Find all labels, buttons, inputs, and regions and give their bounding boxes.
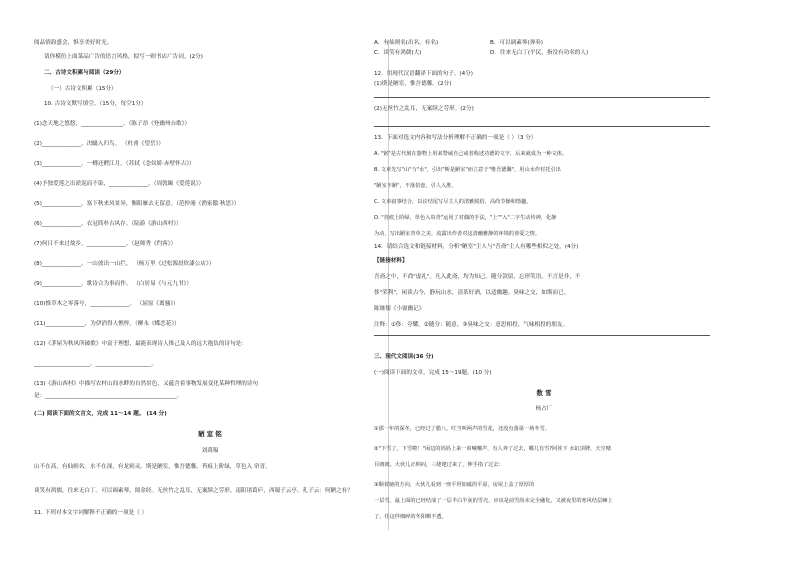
passage-paragraph: 谈笑有鸿儒，往来无白丁。可以调素琴，阅金经。无丝竹之乱耳，无案牍之劳形。南阳诸葛庐，西蜀子云亭。孔子云：何陋之有？ (34, 488, 353, 494)
section-heading: 三、现代文阅读(36 分) (374, 354, 434, 360)
link-material-source: 陈继儒《小窗幽记》 (374, 306, 425, 312)
option-b: B. 文章先写"山"与"水"，引出"斯是陋室"而立意于"惟吾德馨"，用山水作衬托引出 (374, 167, 561, 173)
section-heading: 二、古诗文积累与阅读（29分） (44, 70, 125, 76)
option-d: D. "苔痕上阶绿，草色入帘青"运用了对偶的手法，"上""入"二字生动传神，化静 (374, 215, 557, 221)
option-b-cont: "陋室不陋"，不落俗套，引人入胜。 (374, 183, 457, 189)
fill-blank-11: (11)______________，为伊消得人憔悴。（柳永《蝶恋花》） (34, 321, 180, 327)
fill-blank-7: (7)何日不来过故乡，______________。（赵师秀《约客》） (34, 241, 177, 247)
fill-blank-1: (1)念天地之悠悠，_______________。（陈子昂《登幽州台歌》） (34, 121, 191, 127)
question-12-part1: (1)斯是陋室，惟吾德馨。(2分) (374, 81, 452, 87)
reading-paragraph: 目朗朗。大伙儿正纳闷，三姥姥过来了，伸手指了过去： (374, 462, 504, 468)
option-a: A. "铭"是古代刻在器物上用来警诫自己或者称述功德的文字，后来就成为一种文体。 (374, 151, 568, 157)
answer-line (374, 126, 710, 127)
reading-paragraph: ①那一年的深冬，已经过了腊八，叮当叫两声的雪花，还没有落第一场冬雪。 (374, 426, 550, 432)
option-b: B．可以调素琴(弹奏) (490, 40, 543, 46)
answer-line (374, 97, 710, 98)
section-heading: (二) 阅读下面的文言文，完成 11～14 题。 (14 分) (34, 411, 167, 417)
reading-paragraph: 了，任这样细碎的冬阳晒不透。 (374, 514, 447, 520)
reading-title: 数 雪 (536, 389, 552, 397)
option-d-cont: 为动，写出陋室青草之美，流露出作者对这清幽雅静的环境的喜爱之情。 (374, 231, 541, 237)
fill-blank-4: (4)予独爱莲之出淤泥而不染，______________。（周敦颐《爱莲说》） (34, 181, 205, 187)
fill-blank-12-prompt: (12)《茅屋为秋风所破歌》中富于理想，最能表现诗人推己及人的远大抱负的诗句是： (34, 341, 247, 347)
reading-author: 杨占厂 (535, 406, 553, 412)
fill-blank-13-prompt: (13)《游山西村》中描写农村山间水畔的自然景色，又蕴含着事物发展变化某种哲理的诗句 (34, 381, 259, 387)
instruction-line: 请你模仿上面菜品广告的语言风格，拟写一则书店广告词。(2分) (44, 54, 203, 60)
fill-blank-6: (6)______________，衣冠简朴古风存。（陆游《游山西村》） (34, 221, 182, 227)
fill-blank-9: (9)______________，歌诗合为事而作。 （白居易《与元九书》） (34, 281, 192, 287)
fill-blank-8: (8)______________，一山放出一山拦。 （杨万里《过松源晨炊漆公店》） (34, 261, 215, 267)
reading-paragraph: ②"下雪了，下雪啦！"闲边的妈妈上来一串喊嚷声，有人奔了过去，哪儿有雪?阿娃下 水缸顶牌，天空晴 (374, 446, 611, 452)
option-c: C．谈笑有鸿儒(大) (374, 50, 422, 56)
option-d: D．往来无白丁(平民，指没有功名的人) (490, 50, 589, 56)
passage-paragraph: 山不在高，有仙则名。水不在深，有龙则灵。斯是陋室，惟吾德馨。苔痕上阶绿，草色入 帘青。 (34, 464, 271, 470)
question-12: 12．用现代汉语翻译下面的句子。(4分) (374, 71, 473, 77)
question-10: 10. 古诗文默写填空。（15分，每空1分） (44, 101, 147, 107)
text-line: 阅品情韵盛会，惧享美好时光。 (34, 40, 113, 46)
question-11: 11. 下列对本文字词解释不正确的一项是（ ） (34, 510, 148, 516)
fill-blank-12-answer: ____________________，____________________。 (34, 361, 158, 367)
fill-blank-10: (10)惟草木之零落兮，______________。 （屈原《离骚》） (34, 301, 179, 307)
link-material-text: 侈"荣利"，闲谈古今，静玩山水，清茶好酒，以适幽趣。臭味之交，如斯而已。 (374, 290, 570, 296)
question-14: 14．请结合选文和链接材料，分析"陋室"主人与"吾斋"主人有哪些相似之处。(4分) (374, 244, 579, 250)
question-13: 13．下面对选文内容和写法分析理解不正确的一项是（ ）（3 分） (374, 135, 537, 141)
fill-blank-5: (5)______________，塞下秋来风景异，衡阳雁去无留意。（范仲淹《渔家傲·秋思》） (34, 201, 240, 207)
footnote: 注释：①侈：夸耀。②随分：随意。③臭味之交：意思相投、气味相投的朋友。 (374, 322, 569, 328)
question-12-part2: (2)无丝竹之乱耳，无案牍之劳形。(2分) (374, 106, 474, 112)
reading-paragraph: ③顺着她的方向，大伙儿看到一座平坦如砥的平原，房屋上盖了厚厚的 (374, 482, 535, 488)
reading-paragraph: 一层雪，最上面的已经结成了一层半白半灰的雪壳，应该是前雪尚未完全融化，又被夜里的寒风结层棘上 (374, 498, 613, 504)
passage-author: 刘禹锡 (201, 448, 219, 454)
link-material-text: 吾斋之中，不尚"虚礼"。凡入此斋，均为知己。随分款留，忘形笑语。不言是非，不 (374, 274, 581, 280)
fill-blank-13-answer: 是：_______________________________________________。 (34, 393, 183, 399)
subsection-heading: (一)阅读下面的文章，完成 15～19题。(10 分) (374, 370, 492, 376)
option-c: C. 文章叙事结合，以议结尾写尽主人的清雅脱俗、高尚节操和情趣。 (374, 199, 532, 205)
option-a: A．有仙则名(出名，有名) (374, 40, 439, 46)
answer-line (374, 335, 710, 336)
passage-title: 陋 室 铭 (198, 430, 222, 438)
link-material-heading: 【链接材料】 (374, 258, 408, 264)
subsection-heading: （一）古诗文积累（15分） (48, 86, 117, 92)
fill-blank-2: (2)______________，决眦入归鸟。 （杜甫《望岳》） (34, 141, 164, 147)
fill-blank-3: (3)______________，一樽还酹江月。（苏轼《念奴娇·赤壁怀古》） (34, 161, 195, 167)
column-divider (388, 40, 389, 530)
